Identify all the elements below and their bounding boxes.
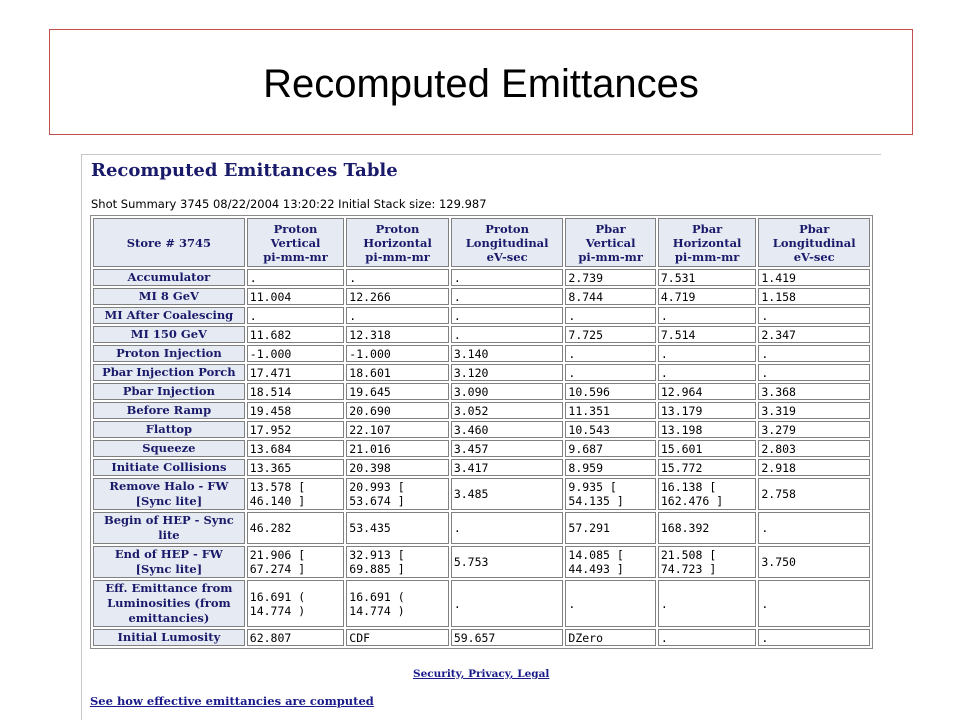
table-row (93, 326, 870, 343)
table-cell: 11.351 (565, 402, 655, 419)
table-cell: 9.935 [ 54.135 ] (565, 478, 655, 510)
column-header-line: pi-mm-mr (674, 249, 740, 264)
table-cell: . (346, 307, 449, 324)
column-header-line: Longitudinal (772, 235, 856, 250)
table-cell: 3.090 (451, 383, 564, 400)
store-header (93, 218, 245, 267)
row-label: End of HEP - FW [Sync lite] (93, 546, 245, 578)
table-cell: 15.772 (658, 459, 757, 476)
table-cell: 16.138 [ 162.476 ] (658, 478, 757, 510)
table-cell: 22.107 (346, 421, 449, 438)
row-label: Flattop (93, 421, 245, 438)
column-header (451, 218, 564, 267)
table-cell: 12.266 (346, 288, 449, 305)
table-cell: 8.744 (565, 288, 655, 305)
table-cell: 21.016 (346, 440, 449, 457)
table-cell: 3.120 (451, 364, 564, 381)
row-label: Squeeze (93, 440, 245, 457)
screenshot-left-border (81, 154, 82, 720)
table-cell: DZero (565, 629, 655, 646)
screenshot-top-border (81, 154, 881, 155)
column-header-line: eV-sec (486, 249, 528, 264)
table-cell: 13.578 [ 46.140 ] (247, 478, 345, 510)
table-cell: . (247, 307, 345, 324)
table-cell: 57.291 (565, 512, 655, 544)
table-cell: 9.687 (565, 440, 655, 457)
table-cell: 11.004 (247, 288, 345, 305)
table-cell: 12.318 (346, 326, 449, 343)
table-cell: 17.952 (247, 421, 345, 438)
row-label: Eff. Emittance from Luminosities (from emittancies) (93, 580, 245, 627)
table-cell: 168.392 (658, 512, 757, 544)
page-heading: Recomputed Emittances Table (91, 160, 398, 181)
table-cell: 2.739 (565, 269, 655, 286)
row-label: Pbar Injection Porch (93, 364, 245, 381)
table-cell: CDF (346, 629, 449, 646)
table-cell: 46.282 (247, 512, 345, 544)
table-cell: 3.319 (758, 402, 870, 419)
table-cell: 13.179 (658, 402, 757, 419)
row-label: Begin of HEP - Sync lite (93, 512, 245, 544)
table-cell: 1.158 (758, 288, 870, 305)
table-cell: . (758, 345, 870, 362)
column-header (565, 218, 655, 267)
table-cell: 3.279 (758, 421, 870, 438)
row-label: Accumulator (93, 269, 245, 286)
column-header (658, 218, 757, 267)
table-cell: . (658, 629, 757, 646)
table-cell: 16.691 ( 14.774 ) (247, 580, 345, 627)
slide-title: Recomputed Emittances (263, 61, 699, 106)
table-cell: 16.691 ( 14.774 ) (346, 580, 449, 627)
table-cell: 18.514 (247, 383, 345, 400)
column-header-line: Store # 3745 (126, 235, 212, 250)
table-cell: 7.514 (658, 326, 757, 343)
table-row (93, 580, 870, 627)
table-cell: . (658, 345, 757, 362)
column-header-line: Vertical (270, 235, 321, 250)
table-cell: 15.601 (658, 440, 757, 457)
table-header-row (93, 218, 870, 267)
table-cell: 12.964 (658, 383, 757, 400)
table-row (93, 307, 870, 324)
table-cell: 18.601 (346, 364, 449, 381)
table-cell: . (758, 364, 870, 381)
table-cell: 3.750 (758, 546, 870, 578)
table-cell: 13.198 (658, 421, 757, 438)
table-row (93, 629, 870, 646)
row-label: Remove Halo - FW [Sync lite] (93, 478, 245, 510)
table-cell: . (658, 307, 757, 324)
table-cell: 32.913 [ 69.885 ] (346, 546, 449, 578)
column-header-line: eV-sec (793, 249, 835, 264)
table-row (93, 546, 870, 578)
column-header-line: Proton (273, 221, 318, 236)
table-cell: 20.690 (346, 402, 449, 419)
table-cell: . (758, 629, 870, 646)
table-cell: 7.725 (565, 326, 655, 343)
table-cell: 1.419 (758, 269, 870, 286)
table-cell: . (658, 580, 757, 627)
table-cell: 19.645 (346, 383, 449, 400)
table-cell: 3.485 (451, 478, 564, 510)
table-cell: 14.085 [ 44.493 ] (565, 546, 655, 578)
column-header (346, 218, 449, 267)
table-cell: -1.000 (346, 345, 449, 362)
table-cell: 21.508 [ 74.723 ] (658, 546, 757, 578)
row-label: Before Ramp (93, 402, 245, 419)
table-cell: . (451, 307, 564, 324)
table-cell: 2.918 (758, 459, 870, 476)
table-cell: . (451, 580, 564, 627)
table-cell: 10.596 (565, 383, 655, 400)
table-cell: . (758, 307, 870, 324)
shot-summary: Shot Summary 3745 08/22/2004 13:20:22 Initial Stack size: 129.987 (91, 197, 487, 211)
table-cell: 3.052 (451, 402, 564, 419)
row-label: Initiate Collisions (93, 459, 245, 476)
column-header-line: pi-mm-mr (365, 249, 430, 264)
table-cell: . (451, 269, 564, 286)
table-cell: 3.368 (758, 383, 870, 400)
table-row (93, 421, 870, 438)
table-cell: 17.471 (247, 364, 345, 381)
table-cell: 2.758 (758, 478, 870, 510)
security-privacy-legal-link[interactable]: Security, Privacy, Legal (413, 668, 550, 680)
row-label: MI 8 GeV (93, 288, 245, 305)
table-cell: . (346, 269, 449, 286)
table-row (93, 364, 870, 381)
table-cell: . (565, 307, 655, 324)
table-cell: 4.719 (658, 288, 757, 305)
column-header-line: Horizontal (672, 235, 742, 250)
table-cell: . (658, 364, 757, 381)
row-label: Pbar Injection (93, 383, 245, 400)
column-header-line: Pbar (799, 221, 830, 236)
table-cell: 21.906 [ 67.274 ] (247, 546, 345, 578)
table-cell: 3.457 (451, 440, 564, 457)
table-row (93, 478, 870, 510)
column-header-line: Horizontal (363, 235, 432, 250)
column-header-line: Longitudinal (465, 235, 549, 250)
table-row (93, 459, 870, 476)
table-cell: 3.140 (451, 345, 564, 362)
table-cell: . (451, 326, 564, 343)
column-header-line: Proton (485, 221, 529, 236)
emittances-table (90, 215, 873, 649)
embedded-screenshot (81, 154, 881, 720)
table-row (93, 288, 870, 305)
column-header-line: Pbar (692, 221, 723, 236)
column-header (247, 218, 345, 267)
row-label: MI 150 GeV (93, 326, 245, 343)
table-cell: 13.365 (247, 459, 345, 476)
table-cell: 20.993 [ 53.674 ] (346, 478, 449, 510)
table-cell: . (451, 512, 564, 544)
table-cell: 19.458 (247, 402, 345, 419)
row-label: Proton Injection (93, 345, 245, 362)
table-cell: . (565, 580, 655, 627)
table-cell: 8.959 (565, 459, 655, 476)
column-header-line: pi-mm-mr (263, 249, 328, 264)
table-cell: 13.684 (247, 440, 345, 457)
slide-title-box (49, 29, 913, 135)
table-row (93, 512, 870, 544)
table-cell: . (247, 269, 345, 286)
row-label: Initial Lumosity (93, 629, 245, 646)
effective-emittance-link[interactable]: See how effective emittancies are computed (90, 694, 374, 708)
table-cell: 2.347 (758, 326, 870, 343)
column-header-line: Pbar (595, 221, 626, 236)
column-header-line: pi-mm-mr (578, 249, 643, 264)
column-header-line: Proton (375, 221, 420, 236)
table-cell: 3.460 (451, 421, 564, 438)
table-row (93, 402, 870, 419)
table-cell: 3.417 (451, 459, 564, 476)
column-header (758, 218, 870, 267)
table-row (93, 345, 870, 362)
table-cell: . (758, 580, 870, 627)
table-cell: -1.000 (247, 345, 345, 362)
table-cell: 53.435 (346, 512, 449, 544)
table-cell: 11.682 (247, 326, 345, 343)
table-body (93, 269, 870, 646)
table-cell: 7.531 (658, 269, 757, 286)
table-cell: 59.657 (451, 629, 564, 646)
table-cell: . (565, 345, 655, 362)
table-row (93, 269, 870, 286)
table-row (93, 383, 870, 400)
table-cell: 20.398 (346, 459, 449, 476)
table-cell: 62.807 (247, 629, 345, 646)
column-header-line: Vertical (585, 235, 636, 250)
table-row (93, 440, 870, 457)
table-cell: 10.543 (565, 421, 655, 438)
table-cell: . (451, 288, 564, 305)
row-label: MI After Coalescing (93, 307, 245, 324)
table-cell: 2.803 (758, 440, 870, 457)
table-cell: . (758, 512, 870, 544)
table-cell: 5.753 (451, 546, 564, 578)
table-cell: . (565, 364, 655, 381)
